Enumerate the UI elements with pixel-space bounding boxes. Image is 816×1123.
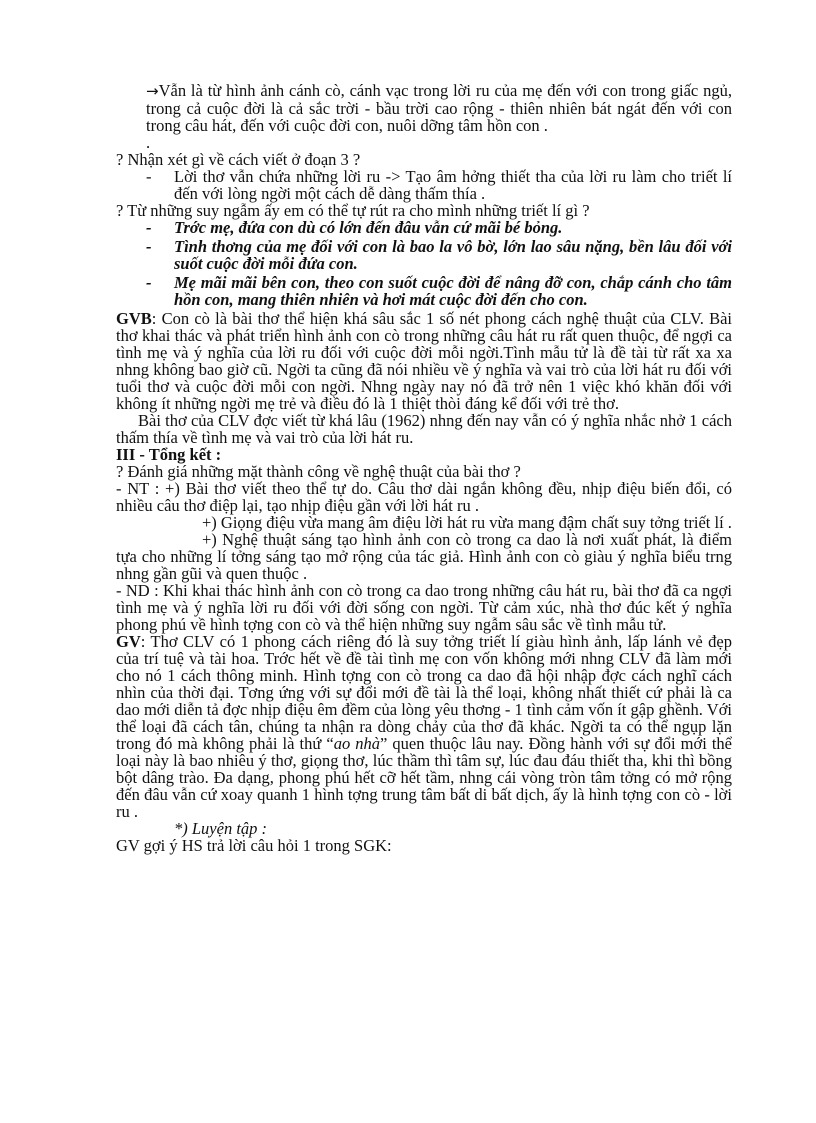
question-2-answers [116,219,732,308]
last-line: GV gợi ý HS trả lời câu hỏi 1 trong SGK: [116,836,392,855]
dash-bullet: - [146,218,152,237]
arrow-right-icon: → [146,82,159,100]
gvb-paragraph [116,310,732,412]
gv-label: GV [116,632,141,651]
intro-trailing-dot: . [146,133,151,152]
nt-line-3: +) Nghệ thuật sáng tạo hình ảnh con cò trong ca dao là nơi xuất phát, là điểm tựa cho những lí tởng sáng tạo mở rộng của tác giả. Hình ảnh con cò giàu ý nghĩa biểu trng nhng gần gũi và quen thuộc . [116,530,732,583]
question-2: ? Từ những suy ngẫm ấy em có thể tự rút ra cho mình những triết lí gì ? [116,201,590,220]
section-heading-tong-ket: III - Tổng kết : [116,445,222,464]
question-1-answers [116,168,732,202]
intro-paragraph [116,82,732,134]
dash-bullet: - [146,273,152,292]
list-item: - Mẹ mãi mãi bên con, theo con suốt cuộc đời để nâng đỡ con, chắp cánh cho tâm hồn con, mang thiên nhiên và hơi mát cuộc đời đến cho con. [146,273,732,309]
document-page [116,82,732,854]
dash-bullet: - [146,237,152,256]
clv-paragraph: Bài thơ của CLV đợc viết từ khá lâu (1962) nhng đến nay vẫn có ý nghĩa nhắc nhở 1 cách thấm thía về tình mẹ và vai trò của lời hát ru. [116,411,732,447]
nd-paragraph: - ND : Khi khai thác hình ảnh con cò trong ca dao trong những câu hát ru, bài thơ đã ca ngợi tình mẹ và ý nghĩa lời ru đối với đời sống con ngời. Từ cảm xúc, nhà thơ đúc kết ý nghĩa phong phú về hình tợng con cò và thể hiện những suy ngẫm sâu sắc về tình mẫu tử. [116,581,732,634]
dash-bullet: - [146,167,152,186]
list-item: - Trớc mẹ, đứa con dù có lớn đến đâu vẫn cứ mãi bé bỏng. [146,218,563,237]
question-3: ? Đánh giá những mặt thành công về nghệ thuật của bài thơ ? [116,462,521,481]
question-1: ? Nhận xét gì về cách viết ở đoạn 3 ? [116,150,361,169]
nt-line-1: - NT : +) Bài thơ viết theo thể tự do. Câu thơ dài ngắn không đều, nhịp điệu biến đổi, có nhiều câu thơ điệp lại, tạo nhịp điệu gần với lời hát ru . [116,479,732,515]
nt-line-2: +) Giọng điệu vừa mang âm điệu lời hát ru vừa mang đậm chất suy tởng triết lí . [202,513,732,532]
intro-text: Vẫn là từ hình ảnh cánh cò, cánh vạc trong lời ru của mẹ đến với con trong giấc ngủ, trong cả cuộc đời là cả sắc trời - bầu trời cao rộng - thiên nhiên bát ngát đến với con trong câu hát, đến với cuộc đời con, nuôi dỡng tâm hồn con . [146,81,732,135]
list-item: - Tình thơng của mẹ đối với con là bao la vô bờ, lớn lao sâu nặng, bền lâu đối với suốt cuộc đời mỗi đứa con. [146,237,732,273]
gvb-label: GVB [116,309,152,328]
practice-heading: *) Luyện tập : [174,819,268,838]
list-item: - Lời thơ vẫn chứa những lời ru -> Tạo âm hởng thiết tha của lời ru làm cho triết lí đến với lòng ngời một cách dễ dàng thấm thía . [146,167,732,203]
gvb-text: : Con cò là bài thơ thể hiện khá sâu sắc 1 số nét phong cách nghệ thuật của CLV. Bài thơ khai thác và phát triển hình ảnh con cò trong những câu hát ru rất quen thuộc, để ngợi ca tình mẹ và ý nghĩa của lời ru đối với cuộc đời mỗi ngời.Tình mẫu tử là đề tài từ rất xa xa nhng không bao giờ cũ. Ngời ta cũng đã nói nhiều về ý nghĩa và vai trò của lời hát ru đối với tuổi thơ và cuộc đời mỗi con ngời. Nhng ngày nay nó đã trở nên 1 việc khó khăn đối với không ít những ngời mẹ trẻ và điều đó là 1 thiệt thòi đáng kể đối với trẻ thơ. [116,309,732,413]
ao-nha-italic: ao nhà [333,734,381,753]
gv-paragraph: GV: Thơ CLV có 1 phong cách riêng đó là suy tởng triết lí giàu hình ảnh, lấp lánh vẻ đẹp của trí tuệ và tài hoa. Trớc hết về đề tài tình mẹ con vốn không mới nhng CLV đã làm mới cho nó 1 cách thông minh. Hình tợng con cò trong ca dao đã hội nhập đợc cách nghĩ cách nhìn của thời đại. Tơng ứng với sự đổi mới đề tài là thể loại, không nhất thiết cứ phải là ca dao mới diễn tả đợc nhịp điệu êm đềm của lòng yêu thơng - 1 tình cảm vốn ít gập ghềnh. Với thể loại đã cách tân, chúng ta nhận ra dòng chảy của thơ đã khác. Ngời ta có thể ngụp lặn trong đó mà không phải là thứ “ao nhà” quen thuộc lâu nay. Đồng hành với sự đổi mới thể loại này là bao nhiêu ý thơ, giọng thơ, lúc thầm thì tâm sự, lúc đau đáu thiết tha, khi thì bồng bột dâng trào. Đa dạng, phong phú hết cỡ hết tầm, nhng cái vòng tròn tâm tởng có mở rộng đến đâu vẫn cứ xoay quanh 1 hình tợng trung tâm bất di bất dịch, ấy là hình tợng con cò - lời ru . [116,632,733,821]
